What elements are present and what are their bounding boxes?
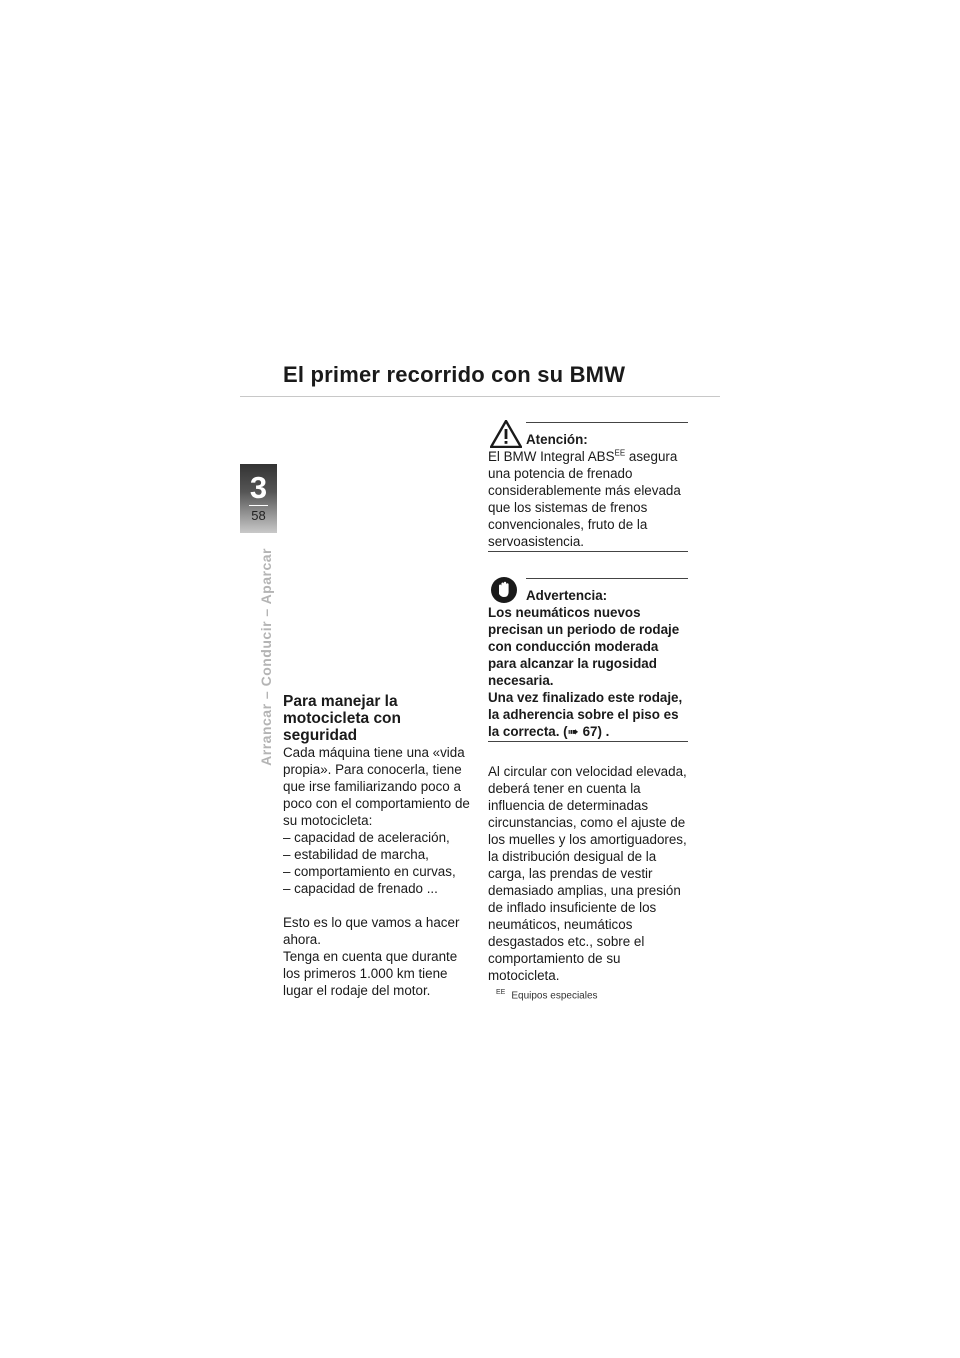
note-title: Atención: bbox=[526, 432, 588, 447]
left-column bbox=[283, 693, 473, 999]
paragraph: Tenga en cuenta que durante los primeros 1.000 km tiene lugar el rodaje del motor. bbox=[283, 949, 458, 998]
paragraph: Al circular con velocidad elevada, deberá tener en cuenta la influencia de determinadas circunstancias, como el ajuste de los muelles y los amortiguadores, la distribución desigual de la carga, las prendas de vestir demasiado amplias, una presión de inflado insuficiente de los neumáticos, neumáticos desgastados etc., sobre el comportamiento de su motocicleta. bbox=[488, 764, 687, 983]
page-title: El primer recorrido con su BMW bbox=[283, 362, 626, 387]
list-item: – estabilidad de marcha, bbox=[283, 847, 429, 862]
page-number: 58 bbox=[251, 508, 266, 523]
list-item: – capacidad de frenado ... bbox=[283, 881, 438, 896]
footnote: $^{EE}$ Equipos especiales bbox=[496, 989, 598, 1002]
note-bottom-rule bbox=[488, 741, 688, 742]
chapter-divider bbox=[249, 505, 268, 506]
stop-hand-icon bbox=[490, 576, 522, 604]
paragraph: Esto es lo que vamos a hacer ahora. bbox=[283, 915, 460, 947]
list-item: – capacidad de aceleración, bbox=[283, 830, 450, 845]
chapter-number: 3 bbox=[249, 470, 268, 505]
header-divider bbox=[240, 396, 720, 397]
warning-note bbox=[488, 576, 688, 742]
section-heading: Para manejar la motocicleta con seguridad bbox=[283, 693, 401, 744]
note-body: Una vez finalizado este rodaje, la adherencia sobre el piso es la correcta. (➠ 67) . bbox=[488, 690, 683, 739]
intro-paragraph: Cada máquina tiene una «vida propia». Para conocerla, tiene que irse familiarizando poco a poco con el comportamiento de su motocicleta: bbox=[283, 745, 470, 828]
note-title: Advertencia: bbox=[526, 588, 608, 603]
chapter-side-label: Arrancar – Conducir – Aparcar bbox=[258, 548, 274, 766]
list-item: – comportamiento en curvas, bbox=[283, 864, 456, 879]
note-bottom-rule bbox=[488, 551, 688, 552]
note-body: El BMW Integral $ABS^{EE}$ asegura una potencia de frenado considerablemente más elevada que los sistemas de frenos convencionales, fruto de la servoasistencia. bbox=[488, 448, 681, 549]
note-body: Los neumáticos nuevos precisan un periodo de rodaje con conducción moderada para alcanzar la rugosidad necesaria. bbox=[488, 605, 680, 688]
warning-triangle-icon bbox=[490, 420, 522, 448]
attention-note bbox=[488, 420, 688, 552]
right-column bbox=[488, 420, 688, 984]
chapter-tab bbox=[240, 464, 277, 533]
